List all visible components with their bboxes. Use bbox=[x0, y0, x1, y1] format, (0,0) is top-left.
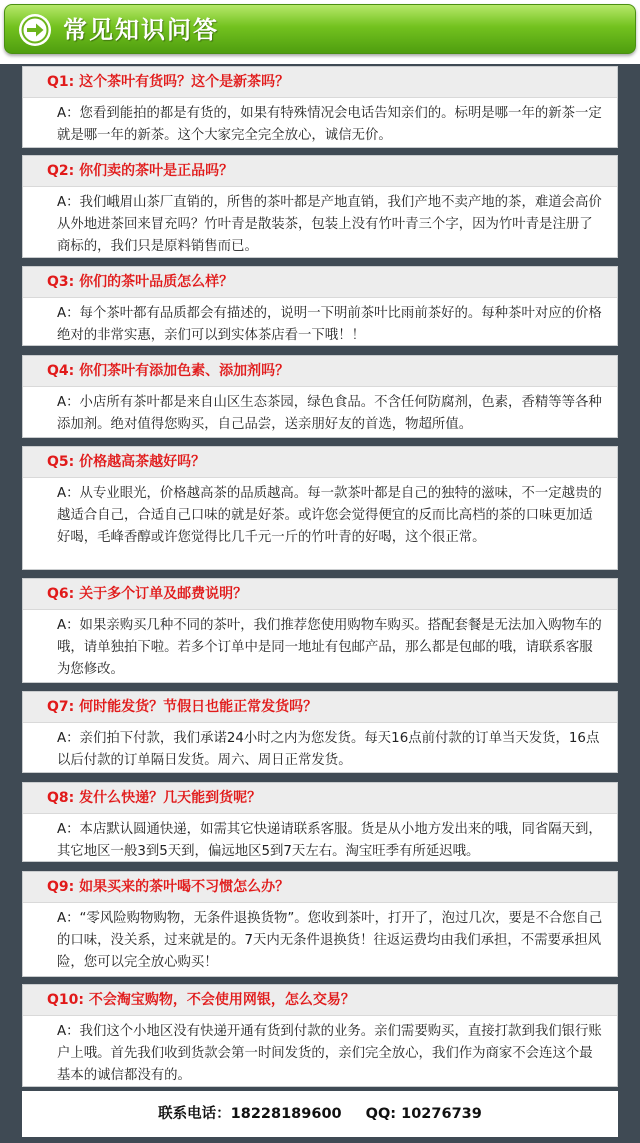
faq-question: Q2: 你们卖的茶叶是正品吗？ bbox=[23, 156, 617, 187]
faq-answer: A：从专业眼光，价格越高茶的品质越高。每一款茶叶都是自己的独特的滋味，不一定越贵的越适合自己，合适自己口味的就是好茶。或许您会觉得便宜的反而比高档的茶的口味更加适好喝，毛峰香醇或许您觉得比几千元一斤的竹叶青的好喝，这个很正常。 bbox=[57, 486, 602, 545]
qq-label: QQ: bbox=[365, 1106, 402, 1122]
page-title: 常见知识问答 bbox=[63, 16, 219, 44]
faq-item-9 bbox=[22, 871, 618, 977]
faq-question: Q9: 如果买来的茶叶喝不习惯怎么办？ bbox=[23, 872, 617, 903]
faq-answer: A：我们峨眉山茶厂直销的，所售的茶叶都是产地直销，我们产地不卖产地的茶，难道会高价从外地进茶回来冒充吗？竹叶青是散装茶，包装上没有竹叶青三个字，因为竹叶青是注册了商标的，我们只是原料销售而已。 bbox=[57, 195, 602, 254]
faq-item-6 bbox=[22, 578, 618, 683]
faq-answer: A：小店所有茶叶都是来自山区生态茶园，绿色食品。不含任何防腐剂，色素，香精等等各种添加剂。绝对值得您购买，自己品尝，送亲朋好友的首选，物超所值。 bbox=[57, 395, 602, 432]
faq-question: Q10: 不会淘宝购物，不会使用网银，怎么交易？ bbox=[23, 985, 617, 1016]
faq-question: Q8: 发什么快递？几天能到货呢？ bbox=[23, 783, 617, 814]
faq-answer: A：本店默认圆通快递，如需其它快递请联系客服。货是从小地方发出来的哦，同省隔天到，其它地区一般3到5天到，偏远地区5到7天左右。淘宝旺季有所延迟哦。 bbox=[57, 822, 602, 859]
faq-question: Q7: 何时能发货？节假日也能正常发货吗？ bbox=[23, 692, 617, 723]
faq-answer: A：亲们拍下付款，我们承诺24小时之内为您发货。每天16点前付款的订单当天发货，16点以后付款的订单隔日发货。周六、周日正常发货。 bbox=[57, 731, 600, 768]
faq-item-2 bbox=[22, 155, 618, 258]
faq-answer: A：每个茶叶都有品质都会有描述的，说明一下明前茶叶比雨前茶好的。每种茶叶对应的价格绝对的非常实惠，亲们可以到实体茶店看一下哦！！ bbox=[57, 306, 602, 343]
section-header bbox=[4, 4, 636, 54]
faq-question: Q1: 这个茶叶有货吗？这个是新茶吗？ bbox=[23, 67, 617, 98]
faq-question: Q3: 你们的茶叶品质怎么样？ bbox=[23, 267, 617, 298]
faq-question: Q4: 你们茶叶有添加色素、添加剂吗？ bbox=[23, 356, 617, 387]
faq-item-3 bbox=[22, 266, 618, 346]
faq-item-10 bbox=[22, 984, 618, 1087]
arrow-right-circle-icon bbox=[19, 14, 51, 46]
faq-item-4 bbox=[22, 355, 618, 438]
contact-info bbox=[22, 1091, 618, 1137]
faq-question: Q5: 价格越高茶越好吗？ bbox=[23, 447, 617, 478]
faq-answer: A：我们这个小地区没有快递开通有货到付款的业务。亲们需要购买，直接打款到我们银行账户上哦。首先我们收到货款会第一时间发货的，亲们完全放心，我们作为商家不会连这个最基本的诚信都没有的。 bbox=[57, 1024, 602, 1083]
qq-number: 10276739 bbox=[401, 1106, 482, 1122]
phone-label: 联系电话： bbox=[158, 1106, 231, 1122]
faq-answer: A：“零风险购物购物，无条件退换货物”。您收到茶叶，打开了，泡过几次，要是不合您自己的口味，没关系，过来就是的。7天内无条件退换货！往返运费均由我们承担，不需要承担风险，您可以完全放心购买！ bbox=[57, 911, 603, 970]
faq-answer: A：您看到能拍的都是有货的，如果有特殊情况会电话告知亲们的。标明是哪一年的新茶一定就是哪一年的新茶。这个大家完全完全放心，诚信无价。 bbox=[57, 106, 602, 143]
faq-item-5 bbox=[22, 446, 618, 570]
faq-answer: A：如果亲购买几种不同的茶叶，我们推荐您使用购物车购买。搭配套餐是无法加入购物车的哦，请单独拍下啦。若多个订单中是同一地址有包邮产品，那么都是包邮的哦，请联系客服为您修改。 bbox=[57, 618, 602, 677]
phone-number: 18228189600 bbox=[230, 1106, 342, 1122]
faq-item-8 bbox=[22, 782, 618, 862]
faq-question: Q6: 关于多个订单及邮费说明？ bbox=[23, 579, 617, 610]
faq-item-1 bbox=[22, 66, 618, 148]
faq-item-7 bbox=[22, 691, 618, 773]
